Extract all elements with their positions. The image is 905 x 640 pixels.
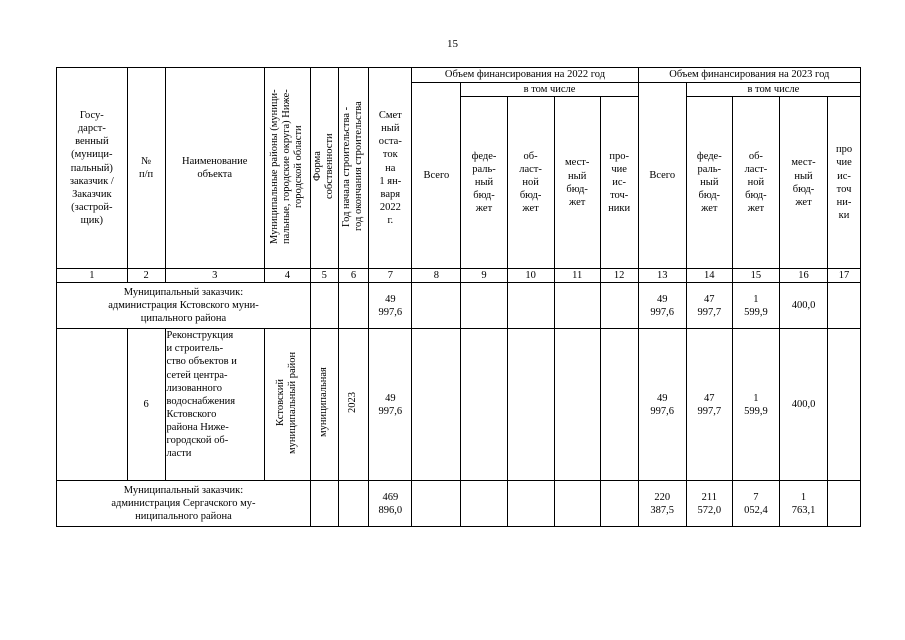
- regional-2023-cell: 1 599,9: [732, 329, 779, 481]
- header-local-2022: мест- ный бюд- жет: [554, 97, 600, 269]
- page-number: 15: [447, 38, 458, 50]
- header-customer: Госу- дарст- венный (муници- пальный) заказчик / Заказчик (застрой- щик): [57, 68, 128, 269]
- empty-cell: [412, 283, 461, 329]
- column-number: 7: [369, 269, 412, 283]
- header-years: Год начала строительства - год окончания строительства: [338, 68, 369, 269]
- column-number: 13: [638, 269, 686, 283]
- header-balance: Смет ный оста- ток на 1 ян- варя 2022 г.: [369, 68, 412, 269]
- header-num: № п/п: [127, 68, 165, 269]
- balance-cell: 49 997,6: [369, 329, 412, 481]
- header-total-2023: Всего: [638, 83, 686, 269]
- empty-cell: [412, 481, 461, 527]
- balance-cell: 49 997,6: [369, 283, 412, 329]
- header-ownership: Форма собственности: [310, 68, 338, 269]
- empty-cell: [507, 283, 554, 329]
- header-regional-2023: об- ласт- ной бюд- жет: [732, 97, 779, 269]
- local-2023-cell: 400,0: [779, 283, 827, 329]
- header-local-2023: мест- ный бюд- жет: [779, 97, 827, 269]
- empty-cell: [554, 329, 600, 481]
- federal-2023-cell: 47 997,7: [686, 329, 732, 481]
- column-number: 11: [554, 269, 600, 283]
- empty-cell: [461, 283, 507, 329]
- empty-cell: [507, 481, 554, 527]
- customer-cell: Муниципальный заказчик: администрация Сергачского му- ниципального района: [57, 481, 311, 527]
- federal-2023-cell: 211 572,0: [686, 481, 732, 527]
- table-row: [57, 481, 861, 527]
- empty-cell: [600, 283, 638, 329]
- empty-cell: [338, 283, 369, 329]
- header-districts: Муниципальные районы (муници- пальные, городские округа) Ниже- городской области: [264, 68, 310, 269]
- object-name-cell: Реконструкция и строитель- ство объектов и сетей центра- лизованного водоснабжения Кстовского района Ниже- городской об- ласти: [165, 329, 264, 481]
- header-total-2022: Всего: [412, 83, 461, 269]
- empty-cell: [461, 481, 507, 527]
- empty-cell: [507, 329, 554, 481]
- header-including-2023: в том числе: [686, 83, 860, 97]
- empty-cell: [461, 329, 507, 481]
- header-regional-2022: об- ласт- ной бюд- жет: [507, 97, 554, 269]
- column-number: 1: [57, 269, 128, 283]
- column-number: 3: [165, 269, 264, 283]
- empty-cell: [554, 283, 600, 329]
- header-federal-2022: феде- раль- ный бюд- жет: [461, 97, 507, 269]
- column-number: 4: [264, 269, 310, 283]
- empty-cell: [828, 481, 861, 527]
- header-object-name: Наименование объекта: [165, 68, 264, 269]
- financing-table: [56, 67, 861, 527]
- column-number: 15: [732, 269, 779, 283]
- table-row: [57, 329, 861, 481]
- header-federal-2023: феде- раль- ный бюд- жет: [686, 97, 732, 269]
- header-other-2022: про- чие ис- точ- ники: [600, 97, 638, 269]
- empty-cell: [828, 329, 861, 481]
- empty-cell: [600, 329, 638, 481]
- district-cell: Кстовский муниципальный район: [264, 329, 310, 481]
- column-number: 9: [461, 269, 507, 283]
- header-funding-2023: Объем финансирования на 2023 год: [638, 68, 860, 83]
- empty-cell: [57, 329, 128, 481]
- column-number: 12: [600, 269, 638, 283]
- num-cell: 6: [127, 329, 165, 481]
- column-number: 17: [828, 269, 861, 283]
- table-row: [57, 283, 861, 329]
- column-number: 8: [412, 269, 461, 283]
- empty-cell: [828, 283, 861, 329]
- empty-cell: [600, 481, 638, 527]
- header-funding-2022: Объем финансирования на 2022 год: [412, 68, 638, 83]
- regional-2023-cell: 7 052,4: [732, 481, 779, 527]
- column-number: 10: [507, 269, 554, 283]
- column-number-row: [57, 269, 861, 283]
- customer-cell: Муниципальный заказчик: администрация Кстовского муни- ципального района: [57, 283, 311, 329]
- empty-cell: [554, 481, 600, 527]
- years-cell: 2023: [338, 329, 369, 481]
- federal-2023-cell: 47 997,7: [686, 283, 732, 329]
- column-number: 16: [779, 269, 827, 283]
- total-2023-cell: 220 387,5: [638, 481, 686, 527]
- local-2023-cell: 1 763,1: [779, 481, 827, 527]
- regional-2023-cell: 1 599,9: [732, 283, 779, 329]
- local-2023-cell: 400,0: [779, 329, 827, 481]
- balance-cell: 469 896,0: [369, 481, 412, 527]
- empty-cell: [310, 283, 338, 329]
- column-number: 6: [338, 269, 369, 283]
- ownership-cell: муниципальная: [310, 329, 338, 481]
- column-number: 2: [127, 269, 165, 283]
- column-number: 14: [686, 269, 732, 283]
- column-number: 5: [310, 269, 338, 283]
- header-including-2022: в том числе: [461, 83, 638, 97]
- header-other-2023: про чие ис- точ ни- ки: [828, 97, 861, 269]
- empty-cell: [310, 481, 338, 527]
- empty-cell: [338, 481, 369, 527]
- total-2023-cell: 49 997,6: [638, 329, 686, 481]
- total-2023-cell: 49 997,6: [638, 283, 686, 329]
- empty-cell: [412, 329, 461, 481]
